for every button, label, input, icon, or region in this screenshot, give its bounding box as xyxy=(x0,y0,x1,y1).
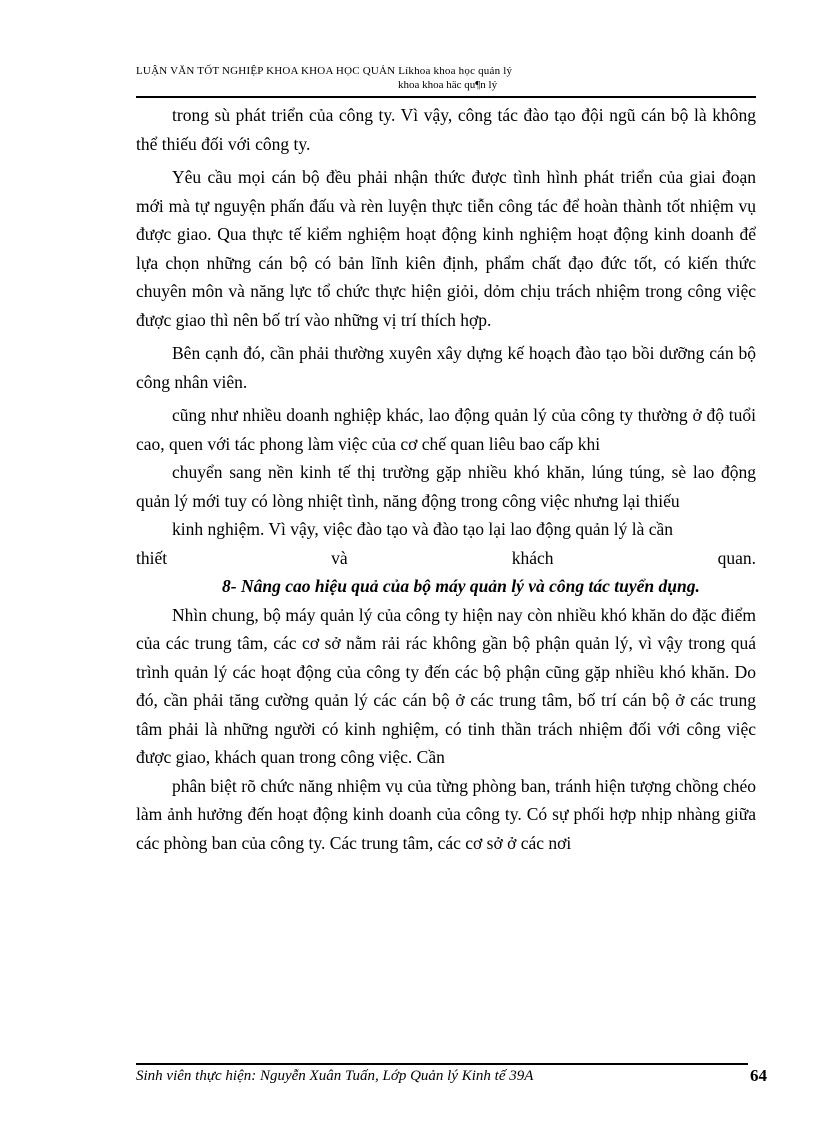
spread-word: thiết xyxy=(136,547,168,568)
header-line-2: khoa khoa häc qu¶n lý xyxy=(398,79,498,91)
paragraph: kinh nghiệm. Vì vậy, việc đào tạo và đào tạo lại lao động quản lý là cần xyxy=(172,519,674,539)
spread-word: khách xyxy=(511,547,554,568)
paragraph: cũng như nhiều doanh nghiệp khác, lao động quản lý của công ty thường ở độ tuổi cao, quen với tác phong làm việc của cơ chế quan liêu bao cấp khi xyxy=(136,405,756,454)
body-text xyxy=(136,101,756,857)
spread-word: quan. xyxy=(717,547,756,568)
spread-line xyxy=(136,544,756,573)
header-divider xyxy=(136,96,756,98)
page-number: 64 xyxy=(750,1066,767,1085)
footer-text: Sinh viên thực hiện: Nguyễn Xuân Tuấn, Lớp Quản lý Kinh tế 39A xyxy=(136,1068,534,1084)
paragraph: phân biệt rõ chức năng nhiệm vụ của từng phòng ban, tránh hiện tượng chồng chéo làm ảnh hưởng đến hoạt động kinh doanh của công ty. Có sự phối hợp nhịp nhàng giữa các phòng ban của công ty. Các trung tâm, các cơ sở ở các nơi xyxy=(136,775,756,853)
running-header xyxy=(136,64,756,92)
paragraph: Nhìn chung, bộ máy quản lý của công ty hiện nay còn nhiều khó khăn do đặc điểm của các trung tâm, các cơ sở nằm rải rác không gần bộ phận quản lý, vì vậy trong quá trình quản lý các hoạt động của công ty đến các bộ phận cũng gặp nhiều khó khăn. Do đó, cần phải tăng cường quản lý các cán bộ ở các trung tâm, bố trí cán bộ ở các trung tâm phải là những người có kinh nghiệm, có tinh thần trách nhiệm đối với công việc được giao, khách quan trong công việc. Cần xyxy=(136,604,756,767)
paragraph: Bên cạnh đó, cần phải thường xuyên xây dựng kế hoạch đào tạo bồi dưỡng cán bộ công nhân viên. xyxy=(136,343,756,392)
spread-word: và xyxy=(331,547,348,568)
footer-divider xyxy=(136,1063,748,1065)
section-heading: 8- Nâng cao hiệu quả của bộ máy quản lý và công tác tuyển dụng. xyxy=(222,576,700,596)
paragraph: Yêu cầu mọi cán bộ đều phải nhận thức được tình hình phát triển của giai đoạn mới mà tự nguyện phấn đấu và rèn luyện thực tiễn công tác để hoàn thành tốt nhiệm vụ được giao. Qua thực tế kiểm nghiệm hoạt động kinh nghiệm hoạt động kinh doanh để lựa chọn những cán bộ có bản lĩnh kiên định, phẩm chất đạo đức tốt, có kiến thức chuyên môn và năng lực tổ chức thực hiện giỏi, dỏm chịu trách nhiệm trong công việc được giao thì nên bố trí vào những vị trí thích hợp. xyxy=(136,167,756,330)
paragraph: chuyển sang nền kinh tế thị trường gặp nhiều khó khăn, lúng túng, sè lao động quản lý mới tuy có lòng nhiệt tình, năng động trong công việc nhưng lại thiếu xyxy=(136,462,756,511)
header-line-1: LUẬN VĂN TỐT NGHIỆP KHOA KHOA HỌC QUẢN Líkhoa khoa học quản lý xyxy=(136,65,513,77)
paragraph: trong sù phát triển của công ty. Vì vậy, công tác đào tạo đội ngũ cán bộ là không thể thiếu đối với công ty. xyxy=(136,105,756,154)
